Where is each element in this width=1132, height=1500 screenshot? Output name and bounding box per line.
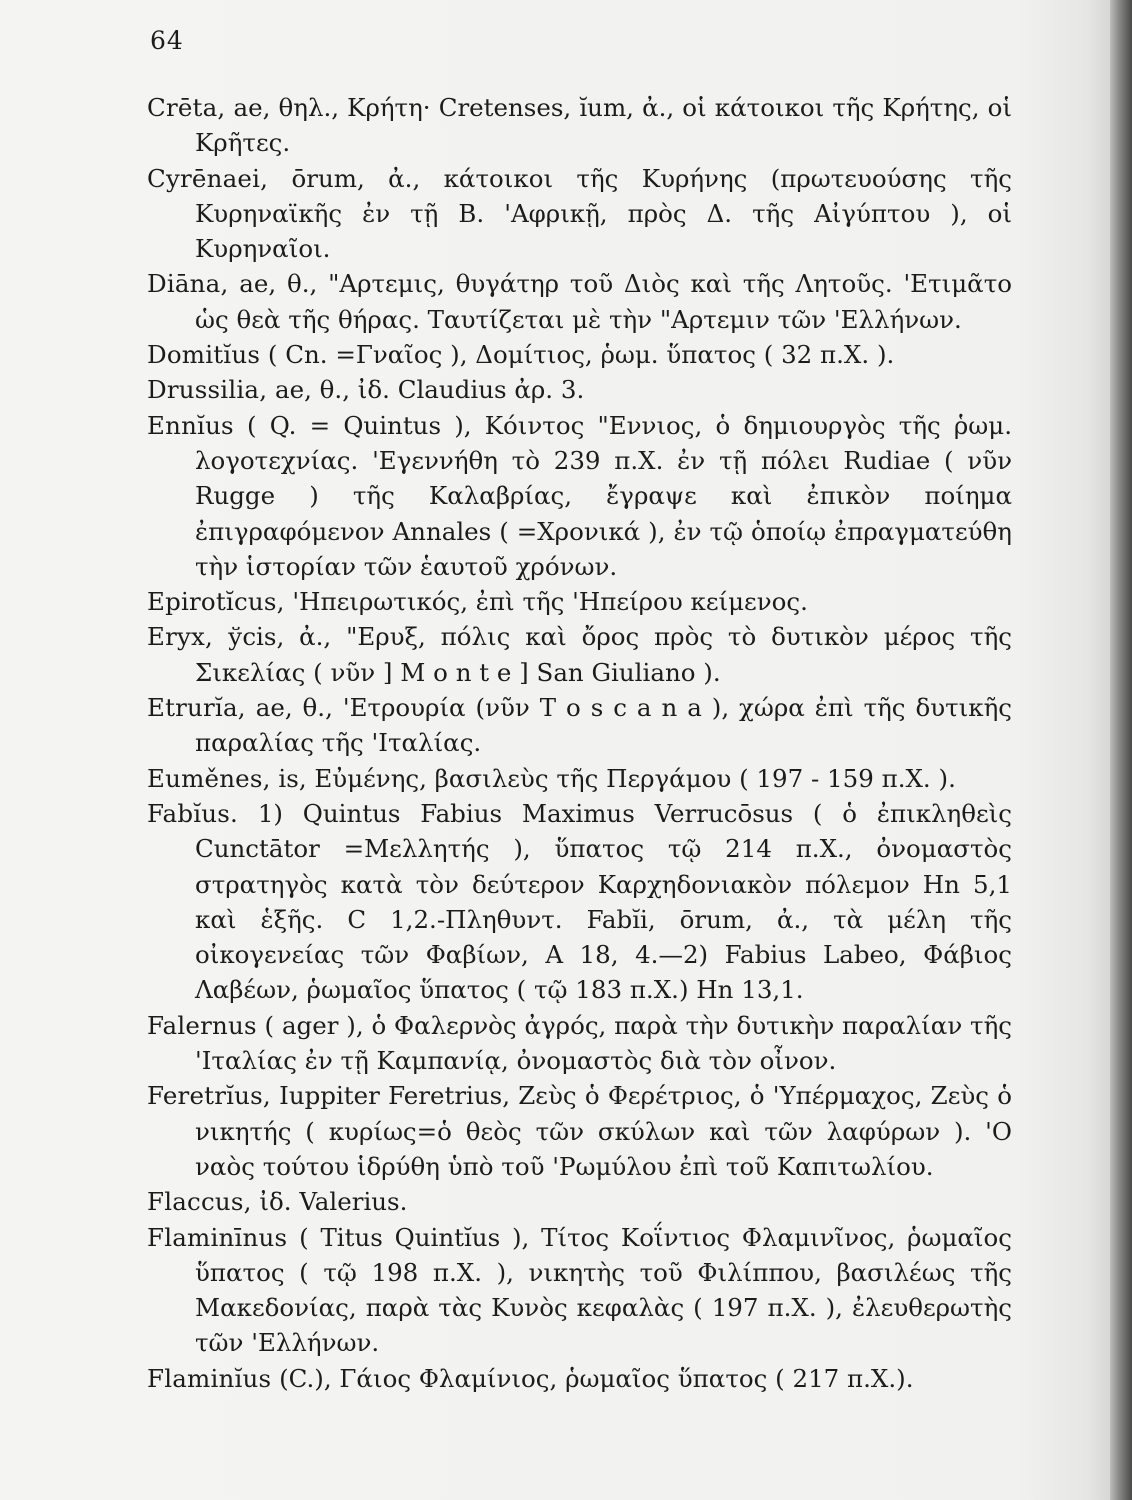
glossary-entry-feretrius	[147, 1078, 1012, 1184]
entry-headword: Flaminĭus	[147, 1363, 272, 1393]
entry-definition: ōrum, ἀ., κάτοικοι τῆς Κυρήνης (πρωτευούσης τῆς Κυρηναϊκῆς ἐν τῇ Β. 'Αφρικῇ, πρὸς Δ. τῆς Αἰγύπτου ), οἱ Κυρηναῖοι.	[195, 163, 1012, 264]
page-edge-shadow	[1110, 0, 1132, 1500]
entry-definition: ae, θ., ἰδ. Claudius ἀρ. 3.	[267, 375, 585, 405]
entry-headword: Flaccus,	[147, 1187, 252, 1217]
glossary-entry-ennius	[147, 408, 1012, 584]
entry-headword: Cyrēnaei,	[147, 163, 269, 193]
entry-definition: (C.), Γάιος Φλαμίνιος, ῥωμαῖος ὕπατος ( 217 π.Χ.).	[271, 1363, 914, 1393]
entry-definition: 1) Quintus Fabius Maximus Verrucōsus ( ὁ ἐπικληθεὶς Cunctātor =Μελλητής ), ὕπατος τῷ 214 π.Χ., ὀνομαστὸς στρατηγὸς κατὰ τὸν δεύτερον Καρχηδονιακὸν πόλεμον Hn 5,1 καὶ ἑξῆς. C 1,2.-Πληθυντ. Fabĭi, ōrum, ἀ., τὰ μέλη τῆς οἰκογενείας τῶν Φαβίων, A 18, 4.—2) Fabius Labeo, Φάβιος Λαβέων, ῥωμαῖος ὕπατος ( τῷ 183 π.Χ.) Hn 13,1.	[195, 798, 1012, 1005]
glossary-entry-cyrenaei	[147, 161, 1012, 267]
entry-definition: ( Q. = Quintus ), Κόιντος "Εννιος, ὁ δημιουργὸς τῆς ῥωμ. λογοτεχνίας. 'Εγεννήθη τὸ 239 π.Χ. ἐν τῇ πόλει Rudiae ( νῦν Rugge ) τῆς Καλαβρίας, ἔγραψε καὶ ἐπικὸν ποίημα ἐπιγραφόμενον Annales ( =Χρονικά ), ἐν τῷ ὁποίῳ ἐπραγματεύθη τὴν ἱστορίαν τῶν ἑαυτοῦ χρόνων.	[195, 410, 1012, 581]
entry-headword: Etrurĭa,	[147, 693, 246, 723]
entry-headword: Eryx,	[147, 622, 214, 652]
glossary-entry-domitius	[147, 337, 1012, 372]
entry-headword: Crēta,	[147, 93, 226, 122]
glossary-entry-creta	[147, 90, 1012, 161]
entry-headword: Epirotĭcus,	[147, 587, 285, 617]
entry-headword: Euměnes,	[147, 763, 271, 793]
entry-definition: Iuppiter Feretrius, Ζεὺς ὁ Φερέτριος, ὁ 'Υπέρμαχος, Ζεὺς ὁ νικητής ( κυρίως=ὁ θεὸς τῶν σκύλων καὶ τῶν λαφύρων ). 'Ο ναὸς τούτου ἱδρύθη ὑπὸ τοῦ 'Ρωμύλου ἐπὶ τοῦ Καπιτωλίου.	[195, 1081, 1012, 1181]
entry-definition: ae, θ., "Αρτεμις, θυγάτηρ τοῦ Διὸς καὶ τῆς Λητοῦς. 'Ετιμᾶτο ὡς θεὰ τῆς θήρας. Ταυτίζεται μὲ τὴν "Αρτεμιν τῶν 'Ελλήνων.	[195, 269, 1012, 334]
entry-definition: ( Titus Quintĭus ), Τίτος Κοΐντιος Φλαμινῖνος, ῥωμαῖος ὕπατος ( τῷ 198 π.Χ. ), νικητὴς τοῦ Φιλίππου, βασιλέως τῆς Μακεδονίας, παρὰ τὰς Κυνὸς κεφαλὰς ( 197 π.Χ. ), ἐλευθερωτὴς τῶν 'Ελλήνων.	[195, 1222, 1012, 1358]
entry-headword: Drussilia,	[147, 375, 268, 405]
glossary-entries	[147, 90, 1012, 1396]
entry-definition: ae, θηλ., Κρήτη· Cretenses, ĭum, ἀ., οἱ κάτοικοι τῆς Κρήτης, οἱ Κρῆτες.	[195, 93, 1012, 158]
entry-definition: ἰδ. Valerius.	[251, 1187, 408, 1217]
glossary-entry-etruria	[147, 690, 1012, 761]
entry-definition: ( Cn. =Γναῖος ), Δομίτιος, ῥωμ. ὕπατος ( 32 π.Χ. ).	[260, 340, 895, 370]
glossary-entry-diana	[147, 266, 1012, 337]
entry-headword: Feretrĭus,	[147, 1081, 271, 1111]
glossary-entry-drussilia	[147, 372, 1012, 407]
glossary-entry-eumenes	[147, 761, 1012, 796]
glossary-entry-flamininus	[147, 1220, 1012, 1361]
glossary-entry-falernus	[147, 1008, 1012, 1079]
entry-definition: is, Εὐμένης, βασιλεὺς τῆς Περγάμου ( 197 - 159 π.Χ. ).	[270, 763, 956, 793]
entry-headword: Ennĭus	[147, 410, 234, 440]
glossary-entry-epiroticus	[147, 584, 1012, 619]
glossary-entry-eryx	[147, 619, 1012, 690]
entry-headword: Falernus	[147, 1010, 257, 1040]
entry-definition: 'Ηπειρωτικός, ἐπὶ τῆς 'Ηπείρου κείμενος.	[284, 587, 808, 617]
entry-headword: Diāna,	[147, 269, 229, 299]
entry-definition: ўcis, ἀ., "Ερυξ, πόλις καὶ ὄρος πρὸς τὸ δυτικὸν μέρος τῆς Σικελίας ( νῦν ] M o n t e ] San Giuliano ).	[195, 622, 1012, 687]
entry-definition: ( ager ), ὁ Φαλερνὸς ἀγρός, παρὰ τὴν δυτικὴν παραλίαν τῆς 'Ιταλίας ἐν τῇ Καμπανίᾳ, ὀνομαστὸς διὰ τὸν οἶνον.	[195, 1010, 1012, 1076]
entry-headword: Flaminīnus	[147, 1222, 288, 1252]
entry-headword: Fabĭus.	[147, 798, 239, 828]
glossary-entry-fabius	[147, 796, 1012, 1008]
entry-definition: ae, θ., 'Ετρουρία (νῦν T o s c a n a ), χώρα ἐπὶ τῆς δυτικῆς παραλίας τῆς 'Ιταλίας.	[195, 693, 1012, 758]
entry-headword: Domitĭus	[147, 340, 261, 370]
glossary-entry-flaminius	[147, 1361, 1012, 1396]
page-number: 64	[150, 26, 184, 55]
glossary-entry-flaccus	[147, 1184, 1012, 1219]
